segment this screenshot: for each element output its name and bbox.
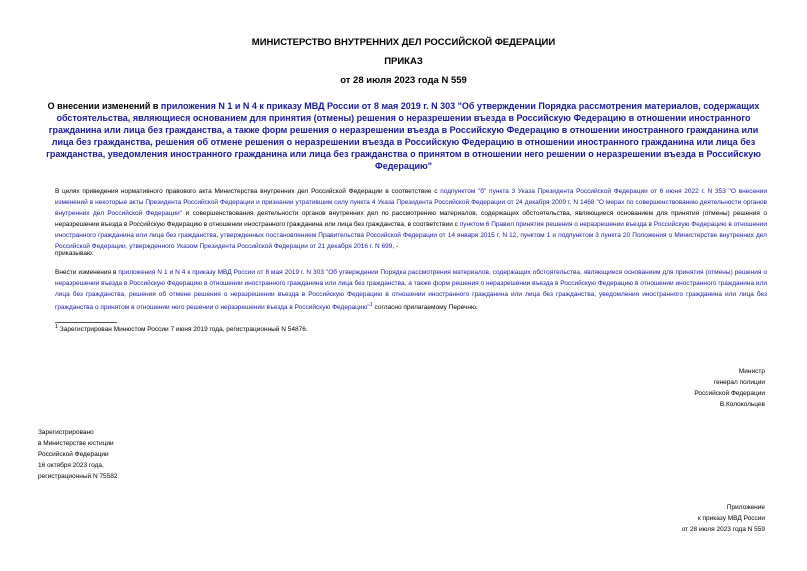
appendix-line: к приказу МВД России (697, 515, 765, 522)
appendix-line: от 28 июля 2023 года N 559 (681, 526, 765, 533)
signature-line: В.Колокольцев (719, 401, 765, 408)
order-verb: приказываю: (55, 250, 94, 257)
preamble-text-a: В целях приведения нормативного правового акта Министерства внутренних дел Российской Федерации в соответствие с (55, 188, 441, 195)
footnote-text: Зарегистрирован Минюстом России 7 июня 2019 года, регистрационный N 54876. (58, 326, 308, 334)
order-text-a: Внести изменения в (55, 269, 119, 276)
order-text-b: согласно прилагаемому Перечню. (372, 304, 478, 312)
signature-block (694, 366, 765, 410)
preamble-text-b: и совершенствования деятельности органов внутренних дел по рассмотрению материалов, содержащих обстоятельства, являющиеся основанием для принятия (отмены) решения о неразрешении въезда в Российскую Федерацию в отношении иностранного гражданина или лица без гражданства, в соответствии с (55, 210, 767, 228)
footnote-mark: 1 (55, 324, 59, 330)
registration-line: регистрационный N 75582 (38, 473, 118, 480)
signature-line: генерал полиции (713, 379, 765, 386)
title-prefix: О внесении изменений в (47, 101, 161, 111)
preamble-text-d: , - (392, 243, 399, 250)
order-paragraph (55, 267, 767, 313)
preamble-link-regulation-699[interactable]: пунктом 1 и подпунктом 3 пункта 20 Положения о Министерстве внутренних дел Российской Федерации, утвержденного Указом Президента Российской Федерации от 21 декабря 2016 г. N 699 (55, 232, 767, 250)
preamble-paragraph (55, 186, 767, 252)
registration-block (38, 427, 118, 482)
appendix-block (682, 502, 765, 535)
footnote-ref[interactable]: 1 (369, 302, 373, 308)
signature-line: Российской Федерации (694, 390, 765, 397)
order-title (40, 100, 767, 172)
registration-line: в Министерстве юстиции (38, 440, 114, 447)
doc-date-number: от 28 июля 2023 года N 559 (340, 75, 467, 86)
registration-line: Российской Федерации (38, 451, 109, 458)
registration-line: 16 октября 2023 года, (38, 462, 104, 469)
footnote (55, 324, 308, 333)
footnote-divider (55, 322, 117, 323)
ministry-heading: МИНИСТЕРСТВО ВНУТРЕННИХ ДЕЛ РОССИЙСКОЙ ФЕДЕРАЦИИ (251, 37, 556, 48)
signature-line: Министр (738, 368, 765, 375)
preamble-link-rules-12[interactable]: пунктом 6 Правил принятия решения о неразрешении въезда в Российскую Федерацию в отношении иностранного гражданина или лица без гражданства, утвержденных постановлением Правительства Российской Федерации от 14 января 2015 г. N 12 (55, 221, 767, 239)
registration-line: Зарегистрировано (38, 429, 94, 436)
title-link[interactable]: приложения N 1 и N 4 к приказу МВД России от 8 мая 2019 г. N 303 "Об утверждении Порядка рассмотрения материалов, содержащих обстоятельства, являющиеся основанием для принятия (отмены) решения о неразрешении въезда в Российскую Федерацию в отношении иностранного гражданина или лица без гражданства, а также форм решения о неразрешении въезда в Российскую Федерацию в отношении иностранного гражданина или лица без гражданства, решения об отмене решения о неразрешении въезда в Российскую Федерацию в отношении иностранного гражданина или лица без гражданства, уведомления иностранного гражданина или лица без гражданства о принятом в отношении него решении о неразрешении въезда в Российскую Федерацию" (46, 101, 761, 171)
preamble-text-c: , (516, 232, 521, 239)
appendix-line: Приложение (726, 504, 765, 511)
doc-type-heading: ПРИКАЗ (384, 56, 423, 67)
preamble-link-decree-353[interactable]: подпунктом "б" пункта 3 Указа Президента Российской Федерации от 6 июня 2022 г. N 353 "О внесении изменений в некоторые акты Президента Российской Федерации и признании утратившим силу пункта 4 Указа Президента Российской Федерации от 24 декабря 2009 г. N 1468 "О мерах по совершенствованию деятельности органов внутренних дел Российской Федерации" (55, 188, 767, 217)
order-link-appendices[interactable]: приложения N 1 и N 4 к приказу МВД России от 8 мая 2019 г. N 303 "Об утверждении Порядка рассмотрения материалов, содержащих обстоятельства, являющиеся основанием для принятия (отмены) решения о неразрешении въезда в Российскую Федерацию в отношении иностранного гражданина или лица без гражданства, а также форм решения о неразрешении въезда в Российскую Федерацию в отношении иностранного гражданина или лица без гражданства, решения об отмене решения о неразрешении въезда в Российскую Федерацию в отношении иностранного гражданина или лица без гражданства, уведомления иностранного гражданина или лица без гражданства о принятом в отношении него решении о неразрешении въезда в Российскую Федерацию" (55, 269, 767, 312)
